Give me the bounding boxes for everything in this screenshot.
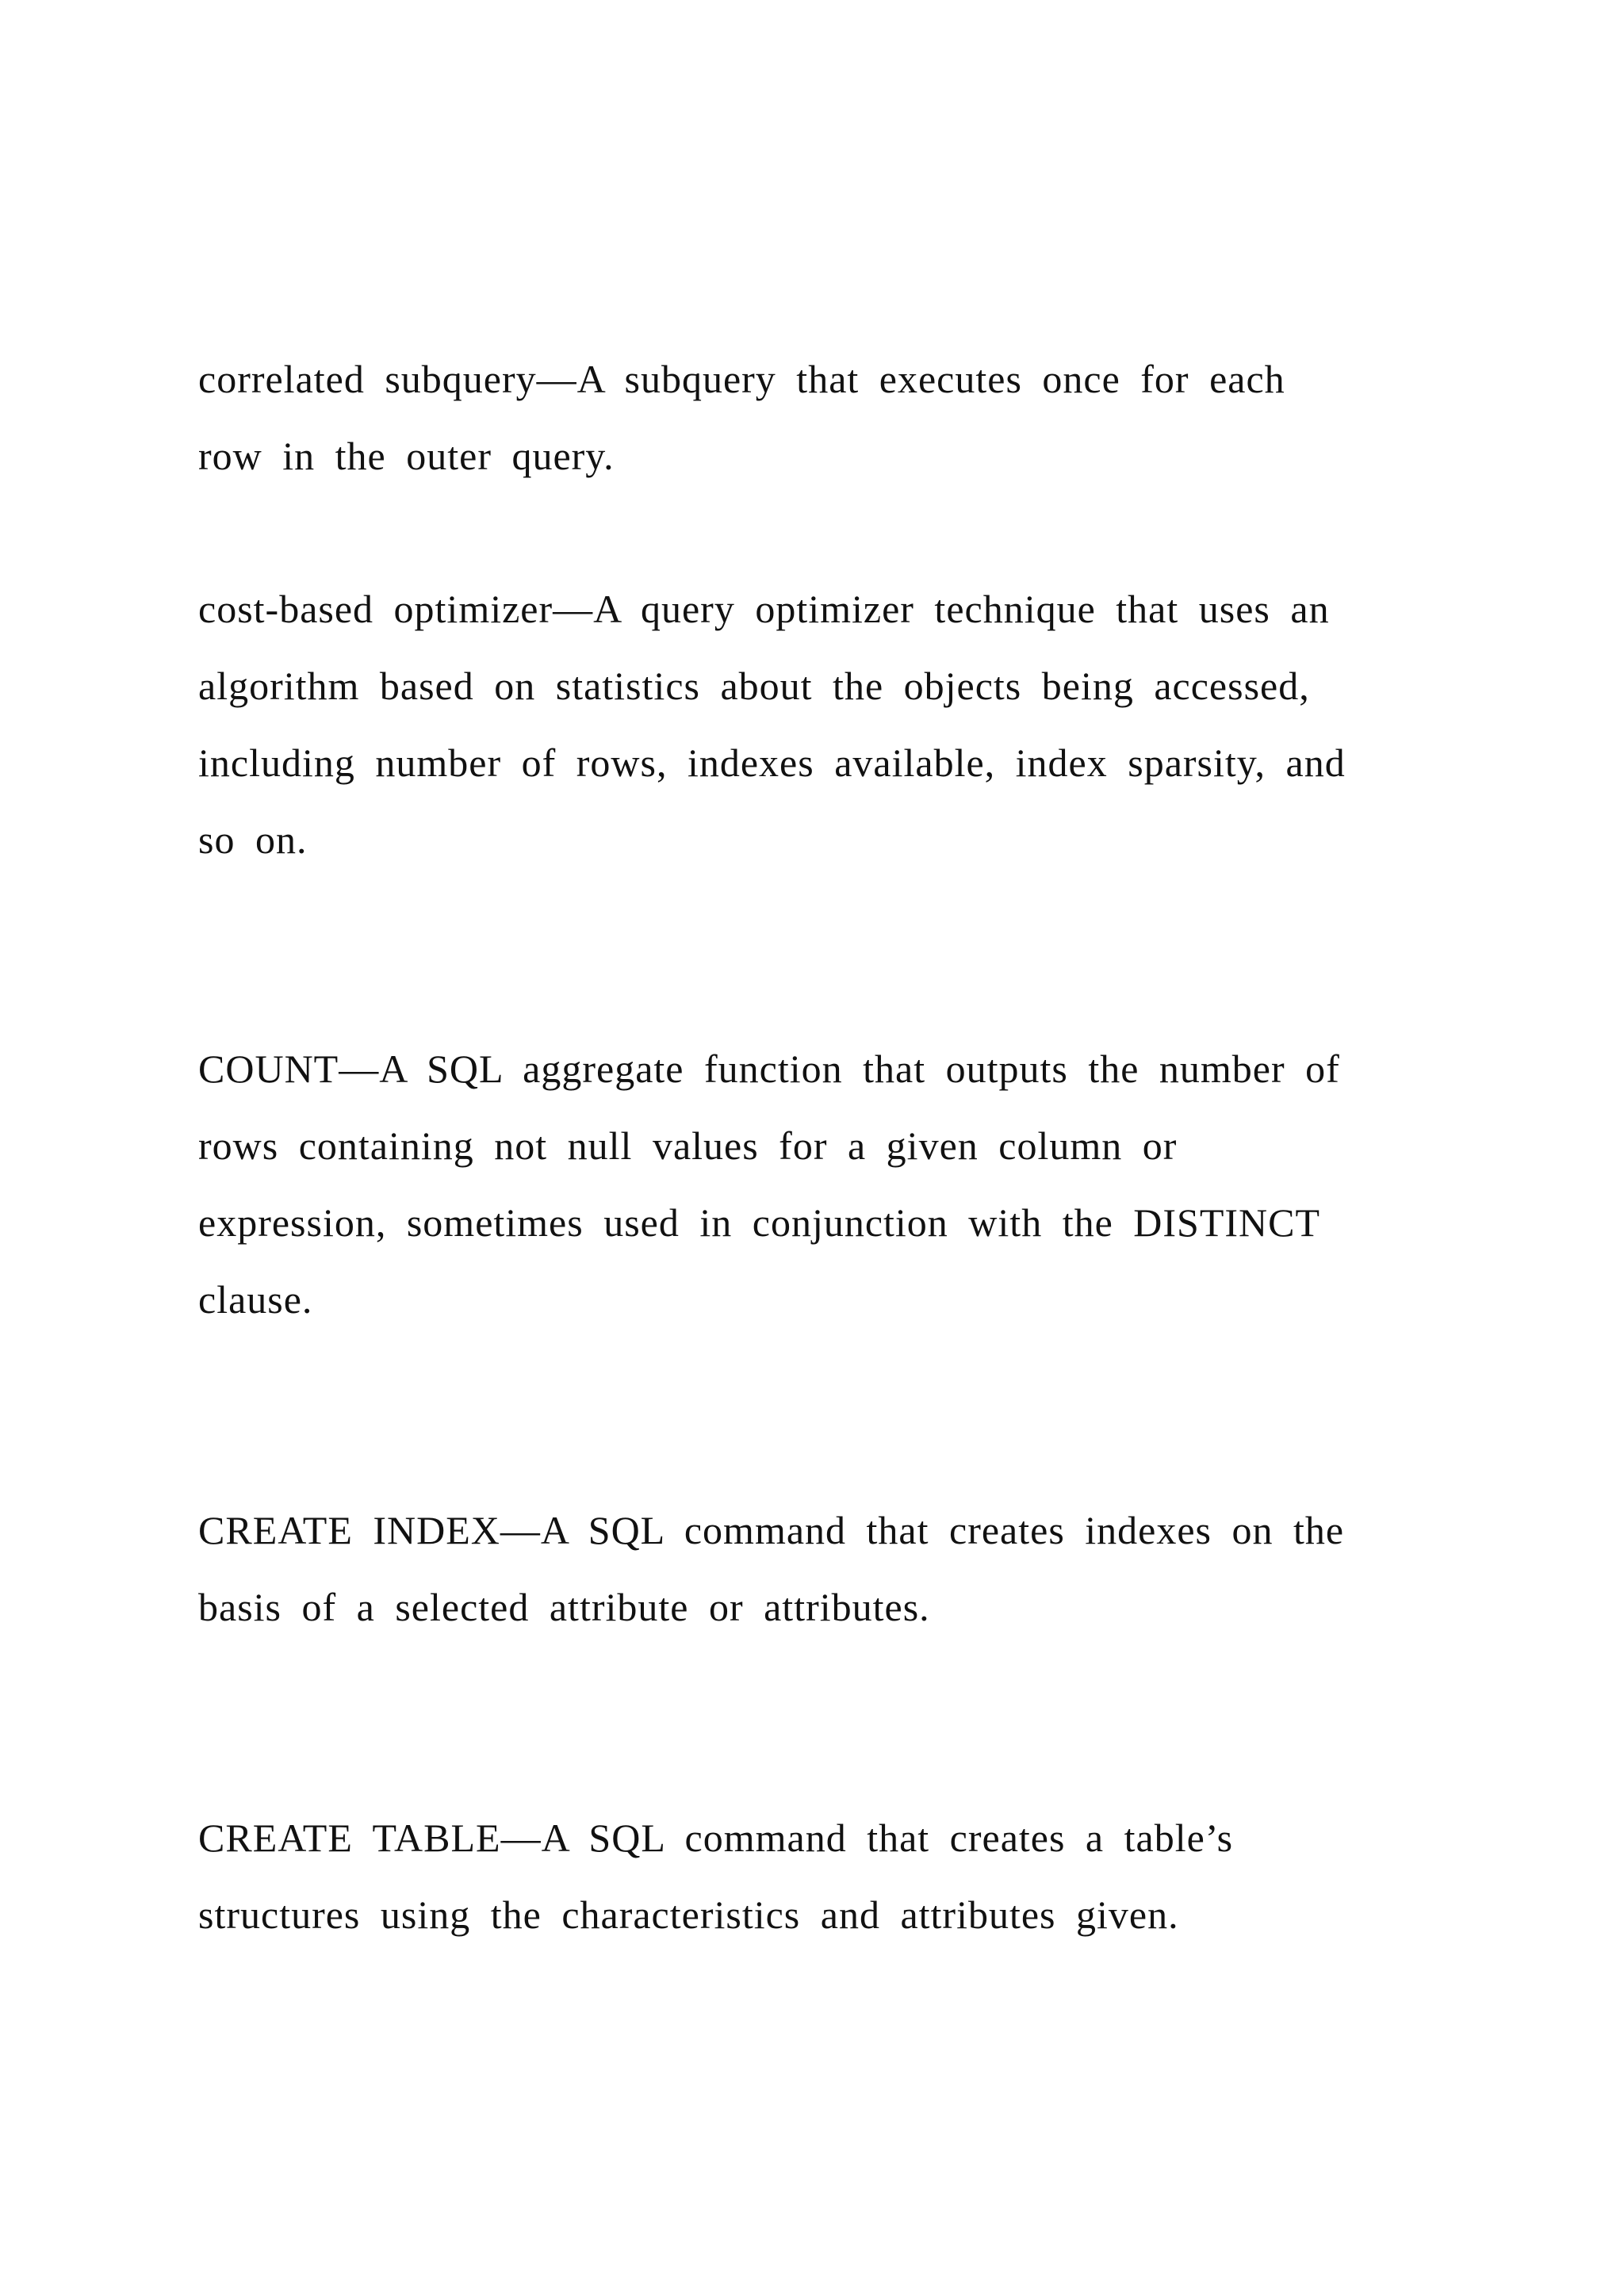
glossary-entry-correlated-subquery xyxy=(198,341,1451,495)
entry-text-line: correlated subquery—A subquery that executes once for each xyxy=(198,357,1285,401)
entry-text-line: structures using the characteristics and attributes given. xyxy=(198,1892,1179,1937)
entry-text-line: CREATE INDEX—A SQL command that creates indexes on the xyxy=(198,1508,1345,1552)
entry-text-line: basis of a selected attribute or attributes. xyxy=(198,1585,930,1629)
entry-text-line: clause. xyxy=(198,1277,313,1322)
entry-text-line: COUNT—A SQL aggregate function that outputs the number of xyxy=(198,1047,1340,1091)
entry-text-line: algorithm based on statistics about the objects being accessed, xyxy=(198,664,1310,708)
glossary-entry-create-table xyxy=(198,1800,1451,1954)
entry-text-line: rows containing not null values for a given column or xyxy=(198,1123,1178,1168)
entry-text-line: row in the outer query. xyxy=(198,434,615,478)
glossary-entry-cost-based-optimizer xyxy=(198,571,1451,878)
entry-text-line: cost-based optimizer—A query optimizer technique that uses an xyxy=(198,587,1330,631)
glossary-entry-create-index xyxy=(198,1492,1451,1646)
entry-text-line: so on. xyxy=(198,817,308,862)
entry-text-line: expression, sometimes used in conjunction with the DISTINCT xyxy=(198,1200,1321,1245)
glossary-entry-count xyxy=(198,1031,1451,1338)
entry-text-line: including number of rows, indexes available, index sparsity, and xyxy=(198,740,1346,785)
entry-text-line: CREATE TABLE—A SQL command that creates a table’s xyxy=(198,1816,1234,1860)
